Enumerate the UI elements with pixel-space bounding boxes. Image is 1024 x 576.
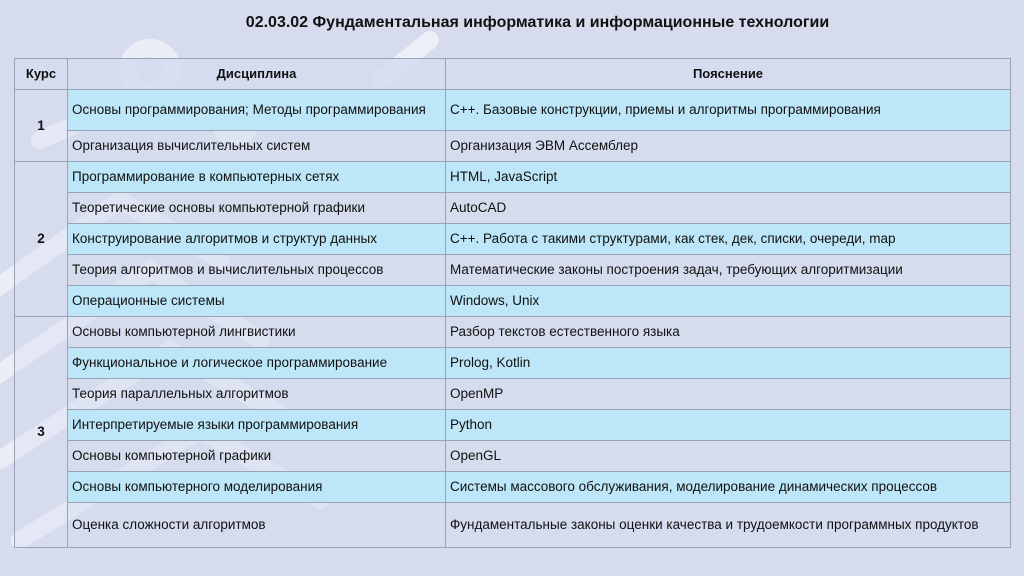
- discipline-cell: Организация вычислительных систем: [68, 131, 446, 162]
- discipline-cell: Конструирование алгоритмов и структур данных: [68, 224, 446, 255]
- course-cell: 1: [15, 90, 68, 162]
- note-cell: Prolog, Kotlin: [446, 348, 1011, 379]
- table-row: [15, 379, 1011, 410]
- note-cell: Системы массового обслуживания, моделирование динамических процессов: [446, 472, 1011, 503]
- table-row: [15, 441, 1011, 472]
- note-cell: Математические законы построения задач, требующих алгоритмизации: [446, 255, 1011, 286]
- course-cell: 2: [15, 162, 68, 317]
- page-title: 02.03.02 Фундаментальная информатика и информационные технологии: [245, 14, 830, 31]
- course-cell: 3: [15, 317, 68, 548]
- table-header-row: [15, 59, 1011, 90]
- note-cell: Разбор текстов естественного языка: [446, 317, 1011, 348]
- note-cell: Организация ЭВМ Ассемблер: [446, 131, 1011, 162]
- table-row: [15, 472, 1011, 503]
- header-discipline: Дисциплина: [68, 59, 446, 90]
- note-cell: OpenGL: [446, 441, 1011, 472]
- table-row: [15, 131, 1011, 162]
- header-course: Курс: [15, 59, 68, 90]
- note-cell: Python: [446, 410, 1011, 441]
- discipline-cell: Основы программирования; Методы программирования: [68, 90, 446, 131]
- note-cell: AutoCAD: [446, 193, 1011, 224]
- table-row: [15, 90, 1011, 131]
- header-note: Пояснение: [446, 59, 1011, 90]
- discipline-cell: Основы компьютерного моделирования: [68, 472, 446, 503]
- table-row: [15, 255, 1011, 286]
- table-row: [15, 503, 1011, 548]
- table-row: [15, 348, 1011, 379]
- table-row: [15, 224, 1011, 255]
- table-row: [15, 317, 1011, 348]
- discipline-cell: Теоретические основы компьютерной графики: [68, 193, 446, 224]
- discipline-cell: Операционные системы: [68, 286, 446, 317]
- curriculum-table: [14, 58, 1011, 548]
- discipline-cell: Основы компьютерной графики: [68, 441, 446, 472]
- note-cell: C++. Работа с такими структурами, как стек, дек, списки, очереди, map: [446, 224, 1011, 255]
- discipline-cell: Функциональное и логическое программирование: [68, 348, 446, 379]
- discipline-cell: Теория параллельных алгоритмов: [68, 379, 446, 410]
- discipline-cell: Программирование в компьютерных сетях: [68, 162, 446, 193]
- table-row: [15, 410, 1011, 441]
- note-cell: Фундаментальные законы оценки качества и трудоемкости программных продуктов: [446, 503, 1011, 548]
- discipline-cell: Основы компьютерной лингвистики: [68, 317, 446, 348]
- discipline-cell: Интерпретируемые языки программирования: [68, 410, 446, 441]
- table-row: [15, 286, 1011, 317]
- table-row: [15, 193, 1011, 224]
- note-cell: C++. Базовые конструкции, приемы и алгоритмы программирования: [446, 90, 1011, 131]
- note-cell: HTML, JavaScript: [446, 162, 1011, 193]
- discipline-cell: Теория алгоритмов и вычислительных процессов: [68, 255, 446, 286]
- note-cell: Windows, Unix: [446, 286, 1011, 317]
- note-cell: OpenMP: [446, 379, 1011, 410]
- discipline-cell: Оценка сложности алгоритмов: [68, 503, 446, 548]
- table-row: [15, 162, 1011, 193]
